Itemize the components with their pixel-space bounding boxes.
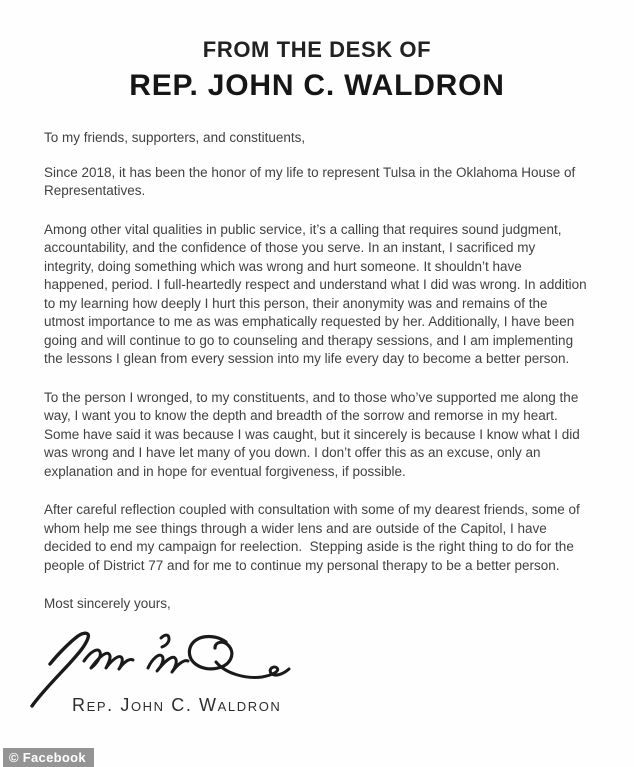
paragraph-since-2018: Since 2018, it has been the honor of my life to represent Tulsa in the Oklahoma House of Representatives.	[44, 164, 580, 198]
from-the-desk-label: FROM THE DESK OF	[202, 37, 432, 62]
closing-block	[44, 595, 589, 714]
paragraph-decision: After careful reflection coupled with consultation with some of my dearest friends, some of whom help me see things through a wider lens and are outside of the Capitol, I have decided to end my campaign for reelection. Stepping aside is the right thing to do for the people of District 77 and for me to continue my personal therapy to be a better person.	[44, 502, 584, 573]
typed-signature-name: Rep. John C. Waldron	[72, 694, 282, 715]
facebook-watermark: © Facebook	[3, 748, 94, 767]
paragraph-apology: Among other vital qualities in public service, it’s a calling that requires sound judgment, accountability, and the confidence of those you serve. In an instant, I sacrificed my integrity, doing something which was wrong and hurt someone. It shouldn’t have happened, period. I full-heartedly respect and understand what I did was wrong. In addition to my learning how deeply I hurt this person, their anonymity was and remains of the utmost importance to me as was emphatically requested by her. Additionally, I have been going and will continue to go to counseling and therapy sessions, and I am implementing the lessons I glean from every session into my life every day to become a better person.	[44, 221, 591, 366]
greeting-line: To my friends, supporters, and constituents,	[44, 130, 306, 145]
paragraph-remorse: To the person I wronged, to my constituents, and to those who’ve supported me along the way, I want you to know the depth and breadth of the sorrow and remorse in my heart. Some have said it was because I was caught, but it sincerely is because I know what I did was wrong and I have let many of you down. I don’t offer this as an excuse, only an explanation and in hope for eventual forgiveness, if possible.	[44, 389, 584, 479]
letter-header	[0, 0, 634, 103]
letter-body	[0, 103, 634, 714]
closing-salutation: Most sincerely yours,	[44, 596, 171, 611]
signature-area	[44, 634, 589, 694]
rep-name-heading: REP. JOHN C. WALDRON	[129, 69, 505, 102]
